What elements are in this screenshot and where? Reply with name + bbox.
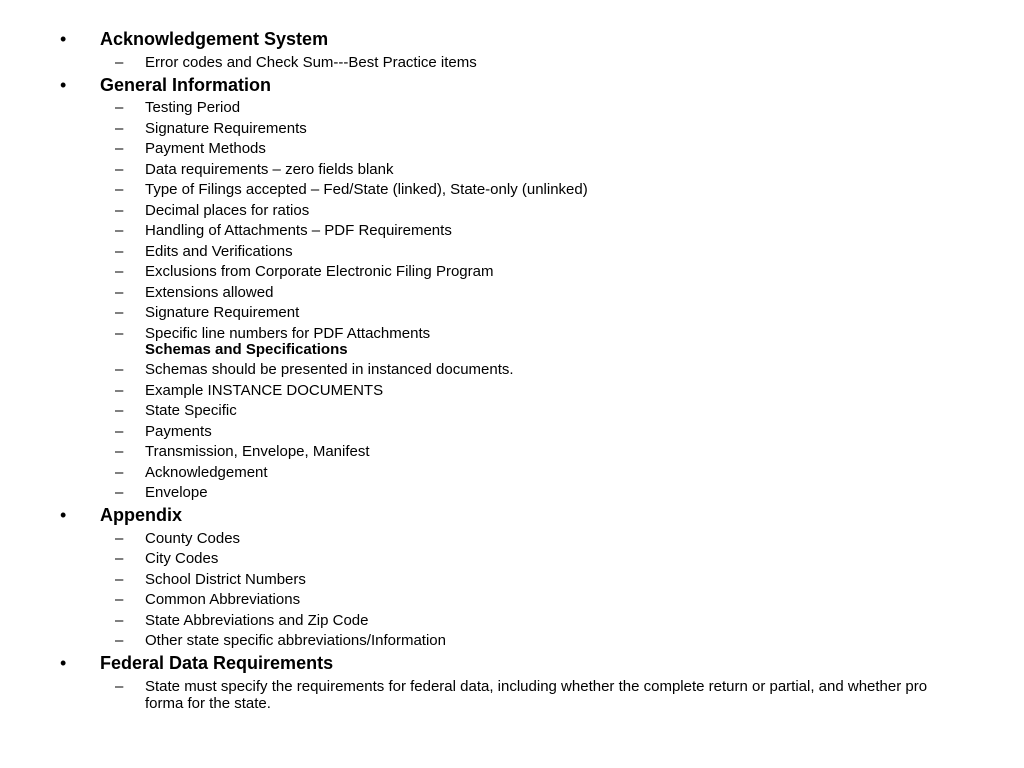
list-item-text: Specific line numbers for PDF Attachments: [145, 324, 431, 342]
list-item-text: Testing Period: [145, 99, 241, 116]
list-item-text: Edits and Verifications: [145, 242, 293, 260]
list-item: [100, 120, 960, 137]
list-item-text: Data requirements – zero fields blank: [145, 160, 394, 178]
dash-icon: –: [115, 222, 124, 239]
list-item: [100, 632, 960, 649]
dash-icon: –: [115, 140, 124, 157]
dash-icon: –: [115, 119, 124, 137]
sub-list: [100, 678, 960, 712]
list-item: [100, 382, 960, 399]
list-item-text: Signature Requirements: [145, 119, 307, 137]
dash-icon: –: [115, 484, 124, 501]
list-item-text: Acknowledgement: [145, 463, 268, 481]
list-item-text: Example INSTANCE DOCUMENTS: [145, 381, 384, 399]
list-item-text: Common Abbreviations: [145, 591, 301, 608]
dash-icon: –: [115, 99, 124, 116]
list-item-text: Handling of Attachments – PDF Requirements: [145, 222, 452, 239]
list-item: [100, 484, 960, 501]
list-item: [100, 284, 960, 301]
outline-section: [60, 28, 960, 71]
section-title: Federal Data Requirements: [100, 653, 334, 673]
list-item: [100, 263, 960, 280]
outline-section: [60, 652, 960, 712]
bullet-icon: •: [60, 653, 67, 673]
dash-icon: –: [115, 160, 124, 178]
outline-section: [60, 504, 960, 649]
list-item: [100, 402, 960, 419]
list-item: [100, 423, 960, 440]
subheading: Schemas and Specifications: [145, 340, 348, 358]
list-item: [100, 591, 960, 608]
list-item: [100, 361, 960, 378]
dash-icon: –: [115, 53, 124, 71]
dash-icon: –: [115, 304, 124, 321]
dash-icon: –: [115, 529, 124, 547]
dash-icon: –: [115, 181, 124, 198]
list-item-text: County Codes: [145, 529, 241, 547]
list-item-text: Other state specific abbreviations/Information: [145, 632, 446, 649]
dash-icon: –: [115, 611, 124, 629]
dash-icon: –: [115, 677, 124, 695]
list-item: [100, 530, 960, 547]
dash-icon: –: [115, 263, 124, 280]
list-item: [100, 304, 960, 321]
section-title: Acknowledgement System: [100, 29, 329, 49]
list-item-text: State must specify the requirements for federal data, including whether the complete return or partial, and whether pro forma for the state.: [145, 677, 928, 712]
outline-list: [60, 28, 960, 712]
list-item: [100, 202, 960, 219]
dash-icon: –: [115, 324, 124, 342]
dash-icon: –: [115, 422, 124, 440]
list-item: [100, 678, 960, 712]
list-item-text: Extensions allowed: [145, 283, 274, 301]
list-item: [100, 99, 960, 116]
bullet-icon: •: [60, 505, 67, 525]
dash-icon: –: [115, 361, 124, 378]
dash-icon: –: [115, 632, 124, 649]
list-item-text: Signature Requirement: [145, 304, 300, 321]
sub-list: [100, 54, 960, 71]
list-item-text: School District Numbers: [145, 570, 306, 588]
list-item: [100, 243, 960, 260]
list-item: [100, 550, 960, 567]
bullet-icon: •: [60, 29, 67, 49]
list-item: [100, 612, 960, 629]
list-item-text: Payments: [145, 422, 212, 440]
list-item: [100, 54, 960, 71]
dash-icon: –: [115, 570, 124, 588]
list-item: [100, 571, 960, 588]
dash-icon: –: [115, 463, 124, 481]
list-item: [100, 464, 960, 481]
list-item-text: Error codes and Check Sum---Best Practice items: [145, 53, 477, 71]
list-item-text: City Codes: [145, 550, 219, 567]
section-title: General Information: [100, 74, 272, 95]
dash-icon: –: [115, 242, 124, 260]
outline-section: [60, 74, 960, 502]
list-item: [100, 140, 960, 157]
list-item: [100, 325, 960, 358]
dash-icon: –: [115, 283, 124, 301]
dash-icon: –: [115, 402, 124, 419]
dash-icon: –: [115, 201, 124, 219]
sub-list: [100, 530, 960, 650]
list-item-text: Schemas should be presented in instanced documents.: [145, 361, 514, 378]
list-item-text: Envelope: [145, 484, 208, 501]
list-item: [100, 161, 960, 178]
section-title: Appendix: [100, 505, 183, 525]
list-item: [100, 443, 960, 460]
bullet-icon: •: [60, 74, 67, 95]
dash-icon: –: [115, 443, 124, 460]
list-item-text: Payment Methods: [145, 140, 266, 157]
list-item-text: Type of Filings accepted – Fed/State (linked), State-only (unlinked): [145, 181, 588, 198]
list-item-text: Decimal places for ratios: [145, 201, 310, 219]
dash-icon: –: [115, 591, 124, 608]
list-item: [100, 181, 960, 198]
list-item-text: State Abbreviations and Zip Code: [145, 611, 369, 629]
sub-list: [100, 99, 960, 501]
list-item-text: Transmission, Envelope, Manifest: [145, 443, 370, 460]
list-item-text: Exclusions from Corporate Electronic Filing Program: [145, 263, 494, 280]
list-item: [100, 222, 960, 239]
dash-icon: –: [115, 381, 124, 399]
list-item-text: State Specific: [145, 402, 237, 419]
dash-icon: –: [115, 550, 124, 567]
